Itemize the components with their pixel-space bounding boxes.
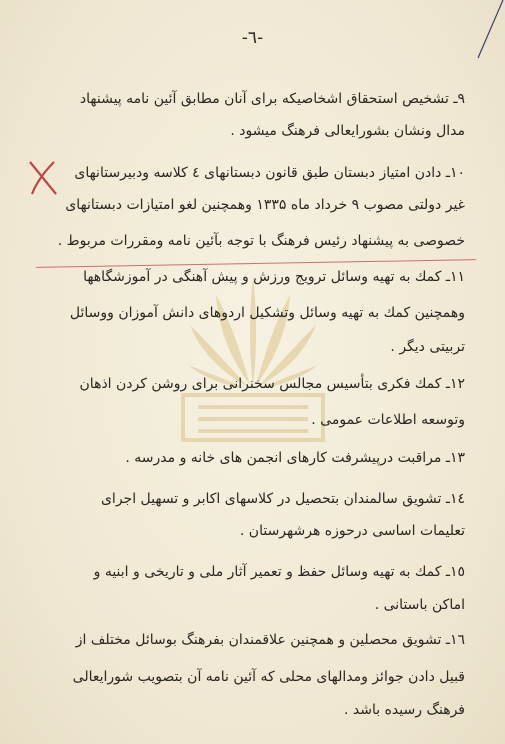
text-line: تعلیمات اساسی درحوزه هرشهرستان . [239, 523, 465, 539]
page-number: -٦- [241, 28, 264, 48]
text-line: ١١ـ کمك به تهیه وسائل ترویج ورزش و پیش آهنگی در آموزشگاهها [83, 269, 465, 285]
text-line: قبیل دادن جوائز ومدالهای محلی که آئین نامه آن بتصویب شورایعالی [72, 669, 465, 685]
text-line: ١٠ـ دادن امتیاز دبستان طبق قانون دبستانهای ٤ کلاسه ودبیرستانهای [74, 165, 465, 181]
text-line: مدال ونشان بشورایعالی فرهنگ میشود . [230, 123, 465, 139]
text-line: اماکن باستانی . [374, 597, 465, 613]
text-line: ١٥ـ کمك به تهیه وسائل حفظ و تعمیر آثار ملی و تاریخی و ابنیه و [93, 564, 465, 580]
text-line: فرهنگ رسیده باشد . [344, 702, 465, 718]
text-line: غیر دولتی مصوب ۹ خرداد ماه ۱۳۳۵ وهمچنین لغو امتیازات دبستانهای [65, 197, 465, 213]
text-line: خصوصی به پیشنهاد رئیس فرهنگ با توجه بآئین نامه ومقررات مربوط . [57, 233, 465, 249]
text-line: وتوسعه اطلاعات عمومی . [311, 412, 465, 428]
text-line: ٩ـ تشخیص استحقاق اشخاصیکه برای آنان مطابق آئین نامه پیشنهاد [79, 91, 465, 107]
text-line: ١٣ـ مراقبت درپیشرفت کارهای انجمن های خانه و مدرسه . [125, 450, 465, 466]
text-line: ١٢ـ کمك فکری بتأسیس مجالس سخنرانی برای روشن کردن اذهان [79, 376, 465, 392]
text-line: ١٦ـ تشویق محصلین و همچنین علاقمندان بفرهنگ بوسائل مختلف از [75, 632, 465, 648]
text-line: ١٤ـ تشویق سالمندان بتحصیل در کلاسهای اکابر و تسهیل اجرای [100, 491, 465, 507]
text-line: تربیتی دیگر . [390, 339, 465, 355]
text-line: وهمچنین کمك به تهیه وسائل وتشکیل اردوهای دانش آموزان ووسائل [69, 305, 465, 321]
